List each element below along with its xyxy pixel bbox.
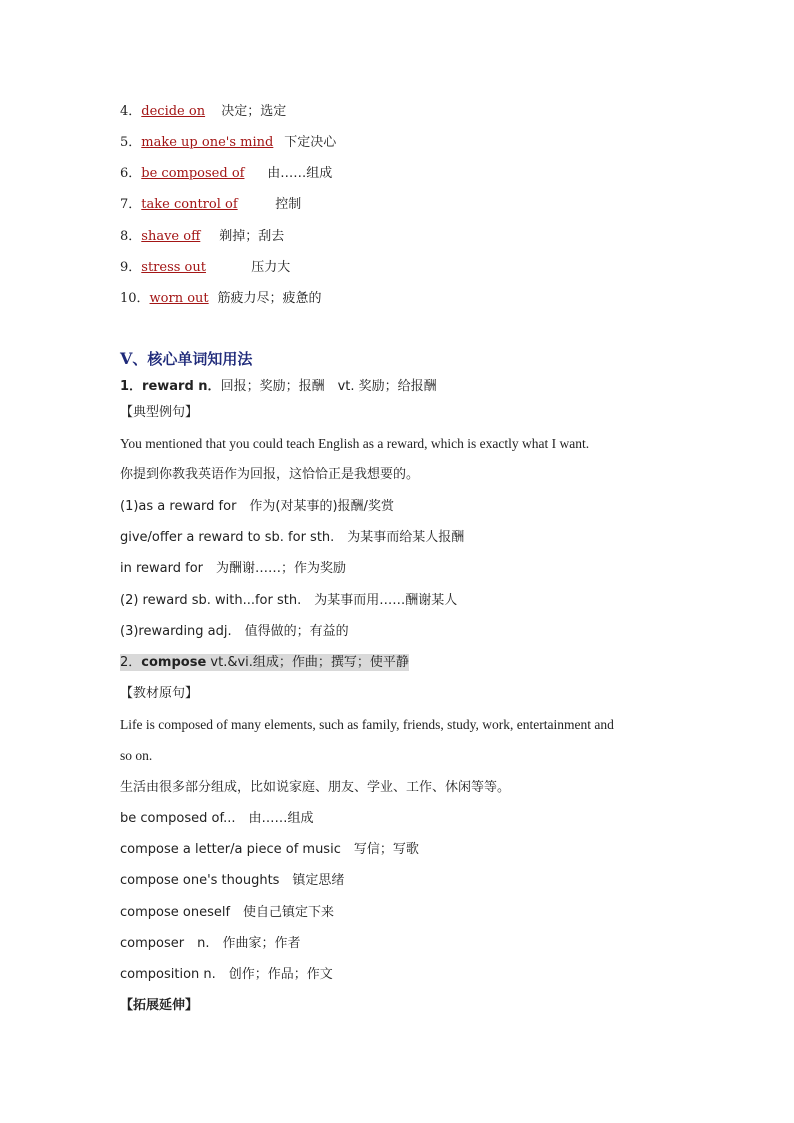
usage-line: give/offer a reward to sb. for sth. 为某事而给某人报酬 xyxy=(120,530,465,545)
extend-tag: 【拓展延伸】 xyxy=(120,998,199,1013)
phrase-item xyxy=(120,228,284,246)
item-number: 10． xyxy=(120,291,150,306)
answer-text: stress out xyxy=(141,260,206,275)
usage-line: compose one's thoughts 镇定思绪 xyxy=(120,873,345,888)
usage-line: compose oneself 使自己镇定下来 xyxy=(120,905,335,920)
answer-text: be composed of xyxy=(141,166,245,181)
phrase-item xyxy=(120,134,336,152)
headword-definition: vt.&vi.组成；作曲；撰写；使平静 xyxy=(206,655,409,670)
meaning-text: 压力大 xyxy=(251,260,291,275)
item-number: 5． xyxy=(120,135,142,150)
item-number: 9． xyxy=(120,260,142,275)
usage-line: (3)rewarding adj. 值得做的；有益的 xyxy=(120,624,349,639)
answer-text: take control of xyxy=(141,197,238,212)
phrase-item xyxy=(120,290,322,308)
word-entry-heading xyxy=(120,378,437,396)
meaning-text: 筋疲力尽；疲惫的 xyxy=(217,291,322,306)
source-sentence-en: Life is composed of many elements, such as family, friends, study, work, entertainment and xyxy=(120,717,614,732)
headword-definition: 回报；奖励；报酬 vt. 奖励；给报酬 xyxy=(220,379,437,394)
section-title: 、核心单词知用法 xyxy=(132,350,253,368)
headword: 1．reward n． xyxy=(120,379,221,394)
meaning-text: 剃掉；刮去 xyxy=(219,229,285,244)
phrase-item xyxy=(120,103,286,121)
source-sentence-en-cont: so on. xyxy=(120,748,153,763)
item-number: 4． xyxy=(120,104,142,119)
section-roman: V xyxy=(120,349,133,368)
word-entry-heading xyxy=(120,654,409,672)
usage-line: (2) reward sb. with...for sth. 为某事而用……酬谢某人 xyxy=(120,593,458,608)
entry-number: 2． xyxy=(120,655,142,670)
source-sentence-zh: 生活由很多部分组成，比如说家庭、朋友、学业、工作、休闲等等。 xyxy=(120,780,511,795)
usage-line: in reward for 为酬谢……；作为奖励 xyxy=(120,561,347,576)
headword: compose xyxy=(141,655,207,670)
usage-line: composition n. 创作；作品；作文 xyxy=(120,967,333,982)
meaning-text: 由……组成 xyxy=(267,166,333,181)
answer-text: shave off xyxy=(141,229,201,244)
answer-text: make up one's mind xyxy=(141,135,274,150)
phrase-item xyxy=(120,196,301,214)
source-tag: 【教材原句】 xyxy=(120,686,199,701)
usage-line: compose a letter/a piece of music 写信；写歌 xyxy=(120,842,419,857)
answer-text: worn out xyxy=(149,291,209,306)
example-sentence-zh: 你提到你教我英语作为回报，这恰恰正是我想要的。 xyxy=(120,467,420,482)
phrase-item xyxy=(120,165,332,183)
example-tag: 【典型例句】 xyxy=(120,405,199,420)
answer-text: decide on xyxy=(141,104,206,119)
section-heading xyxy=(120,350,252,368)
phrase-item xyxy=(120,259,290,277)
item-number: 7． xyxy=(120,197,142,212)
usage-line: composer n. 作曲家；作者 xyxy=(120,936,301,951)
meaning-text: 下定决心 xyxy=(284,135,337,150)
usage-line: be composed of... 由……组成 xyxy=(120,811,314,826)
meaning-text: 控制 xyxy=(275,197,302,212)
usage-line: (1)as a reward for 作为(对某事的)报酬/奖赏 xyxy=(120,499,394,514)
example-sentence-en: You mentioned that you could teach English as a reward, which is exactly what I want. xyxy=(120,436,590,451)
item-number: 8． xyxy=(120,229,142,244)
meaning-text: 决定；选定 xyxy=(221,104,287,119)
item-number: 6． xyxy=(120,166,142,181)
